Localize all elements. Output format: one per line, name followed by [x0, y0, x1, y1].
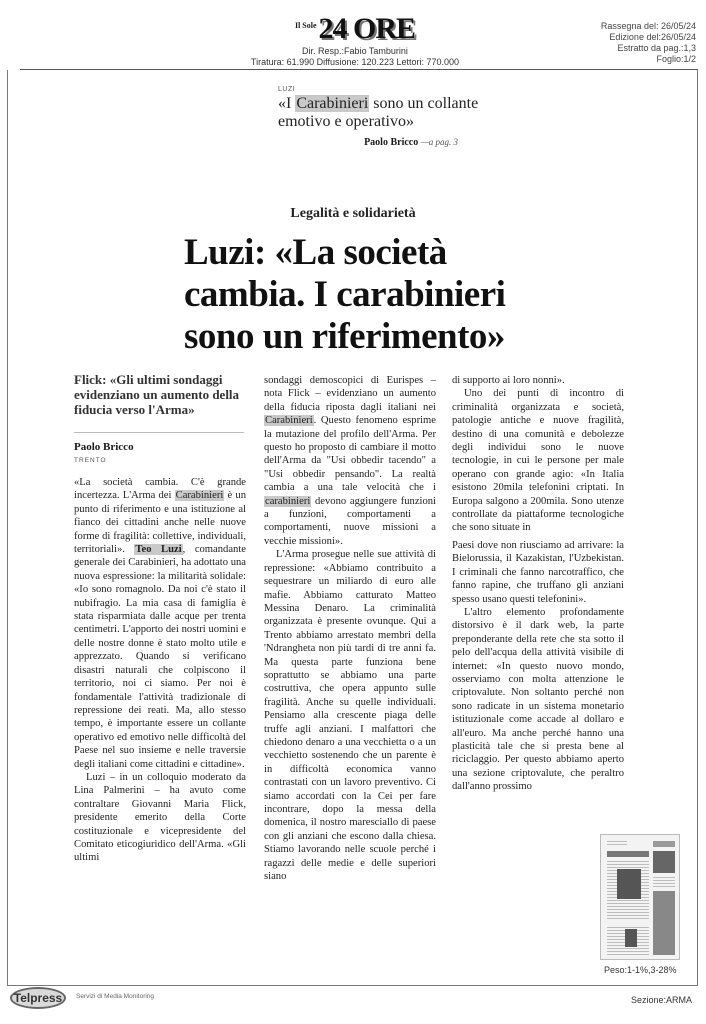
header-divider: [20, 69, 698, 70]
front-page-teaser: [278, 86, 488, 148]
text-run: devono aggiungere funzioni a funzioni, comportamenti a comportamenti, nuove missioni a vecchie missioni».: [264, 495, 436, 547]
frame-bottom-border: [7, 985, 698, 986]
circulation-line: Tiratura: 61.990 Diffusione: 120.223 Lettori: 770.000: [250, 57, 460, 67]
thumb-photo: [653, 851, 675, 873]
thumb-photo: [617, 869, 641, 899]
highlighted-keyword: Teo Luzi: [135, 544, 182, 556]
clipping-meta: [601, 21, 696, 65]
paragraph: di supporto ai loro nonni».: [452, 375, 565, 386]
teaser-byline: [278, 137, 488, 148]
paragraph: L'Arma prosegue nelle sue attività di repressione: «Abbiamo contribuito a sequestrare un miliardo di euro alle mafie. Abbiamo catturato Matteo Messina Denaro. La criminalità organizzata è presente ovunque. Qui a Trento abbiamo arrestato membri della 'Ndrangheta non più tardi di tre anni fa. Ma questa parte funziona bene soprattutto se abbiamo una parte costruttiva, che opera appunto sulle fragilità. Anche su quelle individuali. Pensiamo alla crescente piaga delle truffe agli anziani. I malfattori che chiedono denaro a una vecchietta o a un vecchietto sostenendo che un parente è in difficoltà economica vanno contrastati con un lavoro preventivo. Ci siamo accordati con la Cei per fare incontrare, dopo la messa della domenica, il nostro maresciallo di paese con gli anziani che escono dalla chiesa. Stiamo lavorando nelle scuole perché i ragazzi delle medie e delle superiori siano: [264, 549, 436, 883]
highlighted-keyword: Carabinieri: [296, 95, 369, 112]
article-author: Paolo Bricco: [74, 441, 134, 453]
highlighted-keyword: carabinieri: [265, 495, 311, 507]
section-tag: Sezione:ARMA: [630, 995, 692, 1005]
paragraph: Uno dei punti di incontro di criminalità organizzata e società, patologie antiche e nuove fragilità, destino di una comunità e debolezze degli individui sono le nuove tecnologie, in cui le persone per male operano con grande agio: «In Italia esistono 20mila telefonini criptati. In Europa salgono a 200mila. Sono utenze controllate da piattaforme tecnologiche che sono situate in: [452, 388, 624, 534]
page-thumbnail[interactable]: [600, 834, 680, 960]
article-column-3: [452, 374, 624, 794]
logo-big-text: 24 ORE: [318, 12, 416, 45]
paragraph: Paesi dove non riusciamo ad arrivare: la Bielorussia, il Kazakistan, l'Uzbekistan. I criminali che fanno narcotraffico, che fanno rapine, che truffano gli anziani spesso usano questi telefonini».: [452, 539, 624, 605]
teaser-quote: [278, 95, 488, 131]
article-headline: Luzi: «La società cambia. I carabinieri sono un riferimento»: [184, 232, 506, 357]
telpress-tagline: Servizi di Media Monitoring: [76, 993, 155, 1000]
paragraph: L'altro elemento profondamente distorsivo è il dark web, la parte preponderante della rete che sta sotto il pelo dell'acqua della attività visibile di internet: «In questo nuovo mondo, osserviamo con molta attenzione le criptovalute. Non soltanto perché non sono radicate in un sistema monetario istituzionale come accade al dollaro e all'euro. Ma anche perché hanno una plasticità tale che si presta bene al riciclaggio. Per questo abbiamo aperto una sezione criptovalute, che peraltro dall'anno prossimo: [452, 606, 624, 793]
highlighted-keyword: Carabinieri: [265, 415, 313, 427]
thumb-text: [653, 877, 675, 887]
page-thumbnail-box: [590, 828, 690, 978]
article-column-2: [264, 374, 436, 883]
teaser-author: Paolo Bricco: [364, 137, 419, 148]
thumb-photo: [625, 929, 637, 947]
text-run: , comandante generale dei Carabinieri, ha adottato una nuova espressione: la militarità solidale: «Io sono romagnolo. Da noi c'è stato il nubifragio. La mia casa di famiglia è stata risparmiata dalle acque per trenta centimetri. L'apporto dei nostri uomini e delle nostre donne è stato molto utile e apprezzato. Quando si verificano disastri naturali che colpiscono il territorio, noi ci siamo. Per noi è fondamentale l'attività tradizionale di repressione dei reati. Ma, allo stesso tempo, è importante essere un collante operativo ed emotivo nelle difficoltà del Paese nel suo insieme e nelle traversie degli italiani come cittadini e cittadine».: [74, 544, 246, 770]
text-run: è un punto di riferimento e una istituzione al fianco dei cittadini anche nelle nuove forme di fragilità: collettive, individuali, territoriali».: [74, 490, 247, 556]
newspaper-logo: [230, 14, 480, 44]
thumb-block: [653, 841, 675, 847]
edizione-date: Edizione del:26/05/24: [609, 32, 696, 42]
subhead-divider: [74, 432, 244, 433]
teaser-quote-pre: «I: [278, 95, 296, 112]
peso-label: Peso:1-1%,3-28%: [604, 965, 677, 975]
paragraph: [74, 476, 246, 771]
thumb-column: [653, 891, 675, 955]
foglio: Foglio:1/2: [656, 54, 696, 64]
text-run: sondaggi demoscopici di Eurispes – nota Flick – evidenziano un aumento della fiducia riposta dagli italiani nei: [264, 375, 436, 413]
teaser-page-ref: —a pag. 3: [420, 137, 458, 147]
logo-small-text: Il Sole: [294, 21, 317, 30]
thumb-masthead: [607, 841, 627, 845]
paragraph: [264, 374, 436, 548]
teaser-kicker: LUZI: [278, 86, 296, 93]
article-dateline: TRENTO: [74, 457, 107, 464]
rassegna-date: Rassegna del: 26/05/24: [600, 21, 696, 31]
estratto-pages: Estratto da pag.:1,3: [617, 43, 696, 53]
article-subhead: Flick: «Gli ultimi sondaggi evidenziano un aumento della fiducia verso l'Arma»: [74, 372, 240, 417]
director-line: Dir. Resp.:Fabio Tamburini: [302, 46, 408, 56]
paragraph: Luzi – in un colloquio moderato da Lina Palmerini – ha avuto come contraltare Giovanni Maria Flick, presidente emerito della Corte costituzionale e vicepresidente del Comitato eticogiuridico dell'Arma. «Gli ultimi: [74, 771, 246, 864]
text-run: «La società cambia. C'è grande incertezza. L'Arma dei: [74, 477, 246, 502]
teaser-quote-post: sono un collante emotivo e operativo»: [278, 95, 479, 130]
highlighted-keyword: Carabinieri: [175, 490, 224, 502]
article-column-1: [74, 476, 246, 865]
telpress-logo: Telpress: [10, 987, 66, 1009]
masthead: [230, 14, 480, 67]
text-run: . Questo fenomeno esprime la mutazione del profilo dell'Arma. Per questo ho proposto di cambiare il motto dell'Arma da "Usi obbedir tacendo" a "Usi obbedir pensando". La realtà cambia a una tale velocità che i: [264, 415, 436, 494]
section-label: Legalità e solidarietà: [290, 206, 416, 221]
thumb-headline: [607, 851, 649, 857]
